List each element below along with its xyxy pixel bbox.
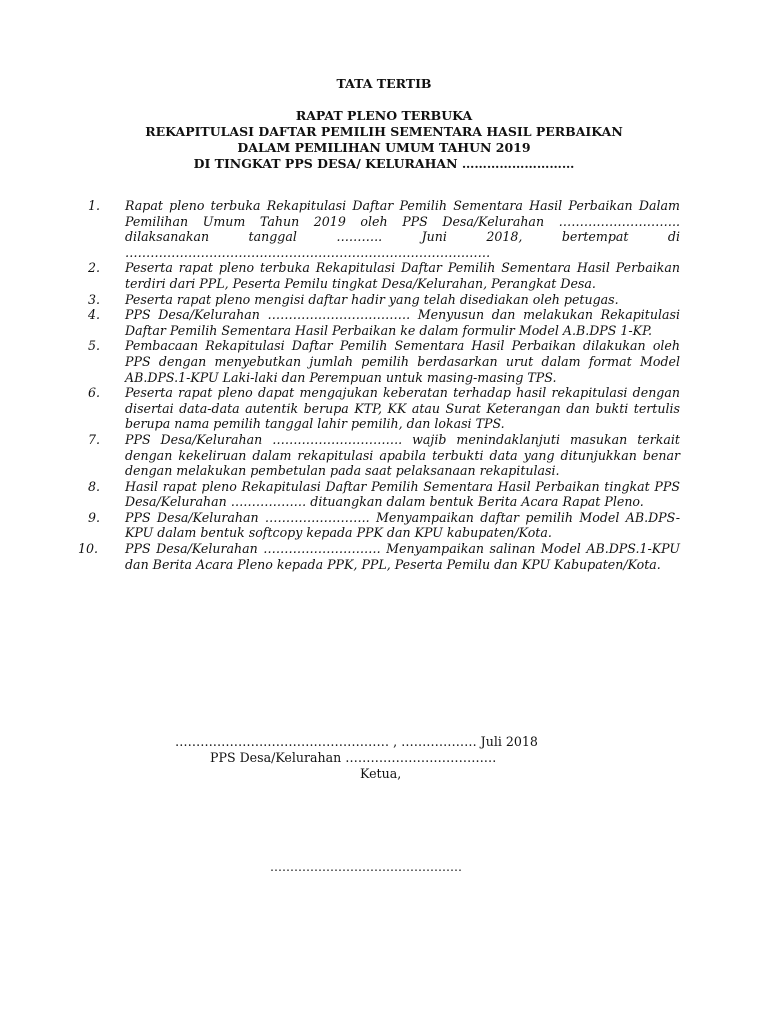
item-number: 10.: [78, 541, 99, 557]
list-item: [78, 541, 680, 572]
signatory-name-line: …………………………………………: [270, 860, 462, 874]
item-number: 2.: [88, 260, 101, 276]
item-text: PPS Desa/Kelurahan ……………………………. Menyusun dan melakukan Rekapitulasi Daftar Pemilih Sementara Hasil Perbaikan ke dalam formulir Model A.B.DPS 1-KP.: [125, 307, 680, 338]
item-number: 3.: [88, 291, 101, 307]
office-name: PPS Desa/Kelurahan ………………………………: [210, 750, 497, 765]
item-number: 7.: [88, 431, 101, 447]
item-text: Peserta rapat pleno dapat mengajukan keberatan terhadap hasil rekapitulasi dengan disertai data-data autentik berupa KTP, KK atau Surat Keterangan dan bukti tertulis berupa nama pemilih tanggal lahir pemilih, dan lokasi TPS.: [125, 385, 680, 432]
item-text: Peserta rapat pleno terbuka Rekapitulasi Daftar Pemilih Sementara Hasil Perbaikan terdiri dari PPL, Peserta Pemilu tingkat Desa/Kelurahan, Perangkat Desa.: [125, 260, 680, 291]
item-text: Rapat pleno terbuka Rekapitulasi Daftar Pemilih Sementara Hasil Perbaikan Dalam Pemilihan Umum Tahun 2019 oleh PPS Desa/Kelurahan ……………………….. dilaksanakan tanggal ……….. Juni 2018, bertempat di ……………………………………………………………………………: [125, 198, 680, 260]
item-number: 9.: [88, 509, 101, 525]
item-text: Peserta rapat pleno mengisi daftar hadir yang telah disediakan oleh petugas.: [125, 291, 619, 307]
item-text: PPS Desa/Kelurahan ………………………. Menyampaikan salinan Model AB.DPS.1-KPU dan Berita Acara Pleno kepada PPK, PPL, Peserta Pemilu dan KPU Kabupaten/Kota.: [125, 541, 680, 572]
subtitle-line-4: DI TINGKAT PPS DESA/ KELURAHAN ………………………: [193, 156, 575, 171]
title-block: [0, 76, 768, 172]
item-text: Hasil rapat pleno Rekapitulasi Daftar Pemilih Sementara Hasil Perbaikan tingkat PPS Desa/Kelurahan ……………… dituangkan dalam bentuk Berita Acara Rapat Pleno.: [125, 478, 680, 510]
item-text: PPS Desa/Kelurahan …………………………. wajib menindaklanjuti masukan terkait dengan kekeliruan dalam rekapitulasi apabila terbukti data yang ditunjukkan benar dengan melakukan pembetulan pada saat pelaksanaan rekapitulasi.: [125, 431, 680, 479]
document-title: TATA TERTIB: [336, 76, 432, 91]
subtitle-line-1: RAPAT PLENO TERBUKA: [295, 108, 473, 123]
list-item: [88, 292, 680, 308]
item-number: 1.: [88, 198, 101, 213]
list-item: [88, 198, 680, 260]
list-item: [88, 307, 680, 338]
item-number: 5.: [88, 338, 101, 354]
item-number: 6.: [88, 385, 101, 401]
list-item: [88, 260, 680, 291]
list-item: [88, 385, 680, 432]
item-text: PPS Desa/Kelurahan ……………………. Menyampaikan daftar pemilih Model AB.DPS-KPU dalam bentuk softcopy kepada PPK dan KPU kabupaten/Kota.: [125, 509, 680, 541]
signatory-role: Ketua,: [360, 766, 402, 781]
list-item: [88, 432, 680, 479]
list-item: [88, 479, 680, 510]
list-item: [88, 338, 680, 385]
subtitle-line-2: REKAPITULASI DAFTAR PEMILIH SEMENTARA HASIL PERBAIKAN: [145, 124, 623, 139]
place-date: …………………………………………… , ……………… Juli 2018: [175, 734, 538, 749]
item-number: 8.: [88, 478, 101, 494]
subtitle-line-3: DALAM PEMILIHAN UMUM TAHUN 2019: [237, 140, 531, 155]
item-number: 4.: [88, 307, 101, 323]
item-text: Pembacaan Rekapitulasi Daftar Pemilih Sementara Hasil Perbaikan dilakukan oleh PPS dengan menyebutkan jumlah pemilih berdasarkan urut dalam format Model AB.DPS.1-KPU Laki-laki dan Perempuan untuk masing-masing TPS.: [125, 338, 680, 385]
rules-list: [78, 198, 680, 572]
list-item: [88, 510, 680, 541]
